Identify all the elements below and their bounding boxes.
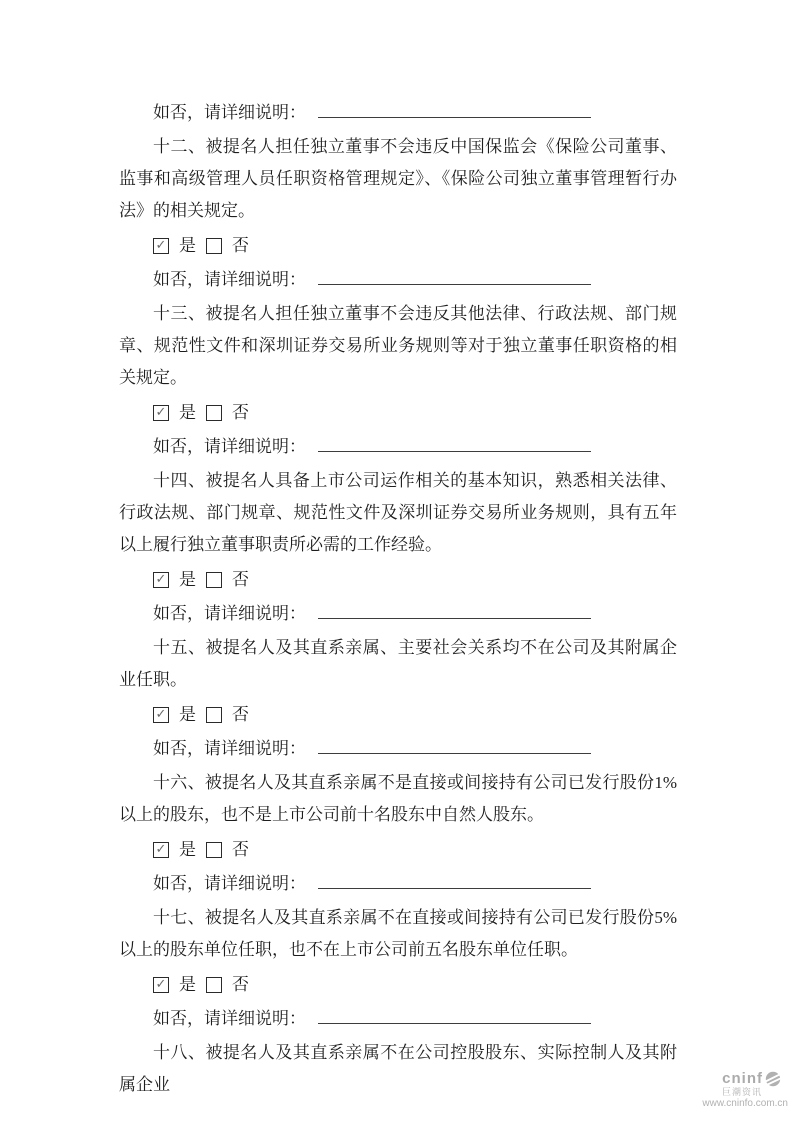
yes-checkbox[interactable] <box>153 707 169 723</box>
check-icon: ✓ <box>155 707 167 722</box>
detail-prompt-line <box>119 598 677 630</box>
no-label: 否 <box>232 236 249 255</box>
yes-label: 是 <box>179 840 196 859</box>
blank-line <box>318 604 591 619</box>
no-checkbox[interactable] <box>206 842 222 858</box>
no-checkbox[interactable] <box>206 707 222 723</box>
cninfo-logo-text: cninf <box>722 1069 763 1087</box>
check-icon: ✓ <box>155 842 167 857</box>
detail-prompt-label: 如否，请详细说明： <box>153 604 306 623</box>
yes-label: 是 <box>179 705 196 724</box>
yes-checkbox[interactable] <box>153 977 169 993</box>
detail-prompt-label: 如否，请详细说明： <box>153 103 306 122</box>
question-statement: 十七、被提名人及其直系亲属不在直接或间接持有公司已发行股份5%以上的股东单位任职，也不在上市公司前五名股东单位任职。 <box>119 908 677 959</box>
no-label: 否 <box>232 705 249 724</box>
no-label: 否 <box>232 840 249 859</box>
question-statement: 十六、被提名人及其直系亲属不是直接或间接持有公司已发行股份1%以上的股东，也不是上市公司前十名股东中自然人股东。 <box>119 773 677 824</box>
detail-prompt-line <box>119 264 677 296</box>
question-statement: 十四、被提名人具备上市公司运作相关的基本知识，熟悉相关法律、行政法规、部门规章、规范性文件及深圳证券交易所业务规则，具有五年以上履行独立董事职责所必需的工作经验。 <box>119 471 677 554</box>
cninfo-logo <box>702 1070 788 1109</box>
answer-options <box>119 397 677 429</box>
no-checkbox[interactable] <box>206 405 222 421</box>
detail-prompt-line <box>119 431 677 463</box>
no-checkbox[interactable] <box>206 572 222 588</box>
yes-label: 是 <box>179 236 196 255</box>
detail-prompt-line <box>119 1003 677 1035</box>
detail-prompt-label: 如否，请详细说明： <box>153 270 306 289</box>
blank-line <box>318 739 591 754</box>
detail-prompt-line <box>119 97 677 129</box>
question-statement: 十八、被提名人及其直系亲属不在公司控股股东、实际控制人及其附属企业 <box>119 1043 677 1094</box>
detail-prompt-label: 如否，请详细说明： <box>153 437 306 456</box>
answer-options <box>119 564 677 596</box>
blank-line <box>318 1009 591 1024</box>
no-checkbox[interactable] <box>206 977 222 993</box>
blank-line <box>318 437 591 452</box>
check-icon: ✓ <box>155 405 167 420</box>
check-icon: ✓ <box>155 238 167 253</box>
yes-checkbox[interactable] <box>153 238 169 254</box>
detail-prompt-label: 如否，请详细说明： <box>153 874 306 893</box>
detail-prompt-line <box>119 733 677 765</box>
document-body <box>119 95 677 1101</box>
no-label: 否 <box>232 975 249 994</box>
detail-prompt-label: 如否，请详细说明： <box>153 739 306 758</box>
no-label: 否 <box>232 570 249 589</box>
no-checkbox[interactable] <box>206 238 222 254</box>
no-label: 否 <box>232 403 249 422</box>
blank-line <box>318 103 591 118</box>
yes-checkbox[interactable] <box>153 405 169 421</box>
yes-label: 是 <box>179 975 196 994</box>
yes-label: 是 <box>179 570 196 589</box>
blank-line <box>318 874 591 889</box>
question-statement: 十二、被提名人担任独立董事不会违反中国保监会《保险公司董事、监事和高级管理人员任职资格管理规定》、《保险公司独立董事管理暂行办法》的相关规定。 <box>119 137 677 220</box>
blank-line <box>318 270 591 285</box>
yes-checkbox[interactable] <box>153 842 169 858</box>
detail-prompt-label: 如否，请详细说明： <box>153 1009 306 1028</box>
check-icon: ✓ <box>155 572 167 587</box>
question-statement: 十三、被提名人担任独立董事不会违反其他法律、行政法规、部门规章、规范性文件和深圳证券交易所业务规则等对于独立董事任职资格的相关规定。 <box>119 304 677 387</box>
yes-label: 是 <box>179 403 196 422</box>
answer-options <box>119 230 677 262</box>
check-icon: ✓ <box>155 977 167 992</box>
yes-checkbox[interactable] <box>153 572 169 588</box>
cninfo-swirl-icon <box>765 1071 781 1087</box>
cninfo-logo-row <box>702 1070 788 1087</box>
detail-prompt-line <box>119 868 677 900</box>
answer-options <box>119 969 677 1001</box>
answer-options <box>119 699 677 731</box>
cninfo-logo-subtext: 巨潮资讯 <box>721 1087 762 1098</box>
cninfo-logo-url: www.cninfo.com.cn <box>702 1097 788 1109</box>
question-statement: 十五、被提名人及其直系亲属、主要社会关系均不在公司及其附属企业任职。 <box>119 638 677 689</box>
answer-options <box>119 834 677 866</box>
